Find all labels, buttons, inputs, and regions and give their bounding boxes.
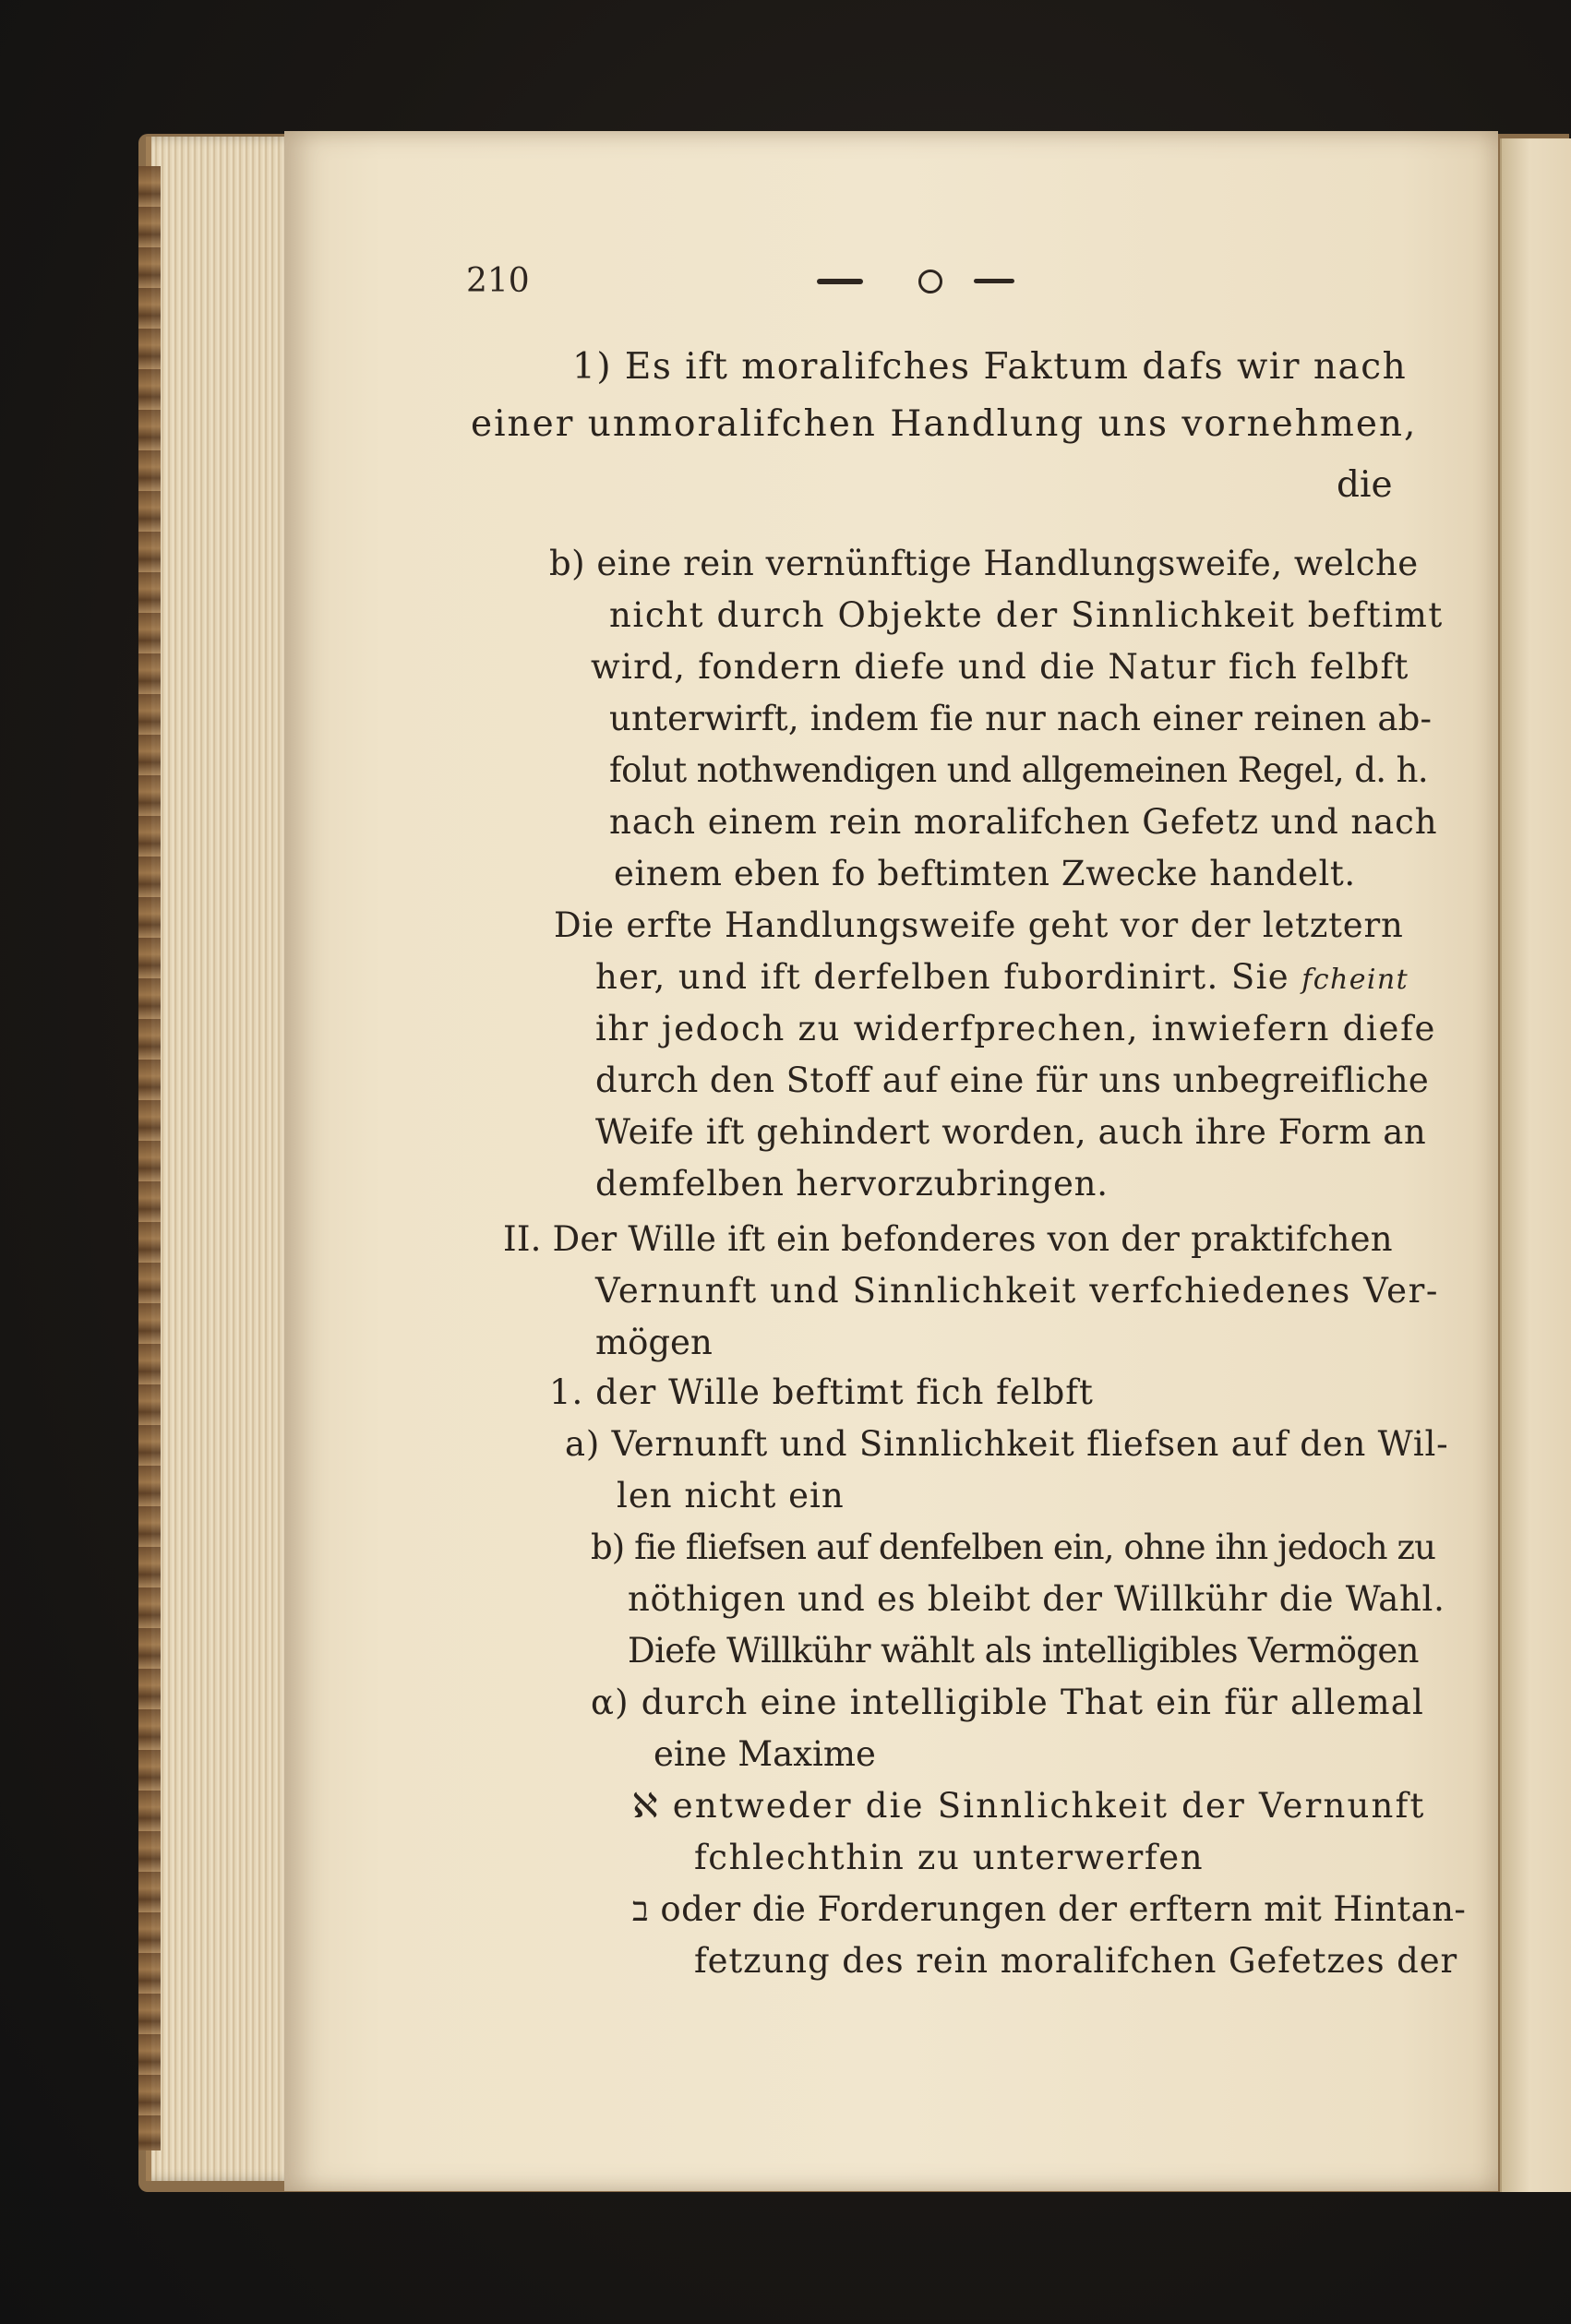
text-line: Weife ift gehindert worden, auch ihre Form an xyxy=(595,1112,1427,1152)
page-edges xyxy=(146,137,299,2181)
text-line: ihr jedoch zu widerfprechen, inwiefern diefe xyxy=(595,1009,1437,1048)
text-line: folut nothwendigen und allgemeinen Regel, d. h. xyxy=(609,750,1428,790)
text-line: nach einem rein moralifchen Gefetz und nach xyxy=(609,802,1438,842)
running-head xyxy=(466,262,1057,305)
text-line: α) durch eine intelligible That ein für allemal xyxy=(591,1683,1425,1722)
italic-word: fcheint xyxy=(1301,964,1409,996)
text-line xyxy=(595,957,1409,997)
worn-spine xyxy=(138,166,161,2150)
text-line: b) fie fliefsen auf denfelben ein, ohne ihn jedoch zu xyxy=(591,1527,1436,1567)
text-line: 1) Es ift moralifches Faktum dafs wir nach xyxy=(572,346,1408,388)
text-line: die xyxy=(1337,464,1393,506)
text-line: mögen xyxy=(595,1323,713,1362)
text-line: eine Maxime xyxy=(654,1734,876,1774)
text-line: unterwirft, indem fie nur nach einer reinen ab- xyxy=(609,699,1433,738)
text-line: einer unmoralifchen Handlung uns vornehmen, xyxy=(471,403,1418,445)
text-line: II. Der Wille ift ein befonderes von der praktifchen xyxy=(503,1219,1393,1259)
facing-page-edge xyxy=(1500,138,1571,2192)
text-line: len nicht ein xyxy=(617,1476,845,1515)
text-line: wird, fondern diefe und die Natur fich felbft xyxy=(591,647,1409,687)
text-line: nöthigen und es bleibt der Willkühr die Wahl. xyxy=(628,1579,1445,1619)
text-line: Die erfte Handlungsweife geht vor der letztern xyxy=(554,905,1404,945)
text-line: demfelben hervorzubringen. xyxy=(595,1164,1109,1204)
text-line: fetzung des rein moralifchen Gefetzes der xyxy=(694,1941,1458,1981)
text-line: nicht durch Objekte der Sinnlichkeit beftimt xyxy=(609,595,1444,635)
text-line: Diefe Willkühr wählt als intelligibles Vermögen xyxy=(628,1631,1419,1671)
text-line: ב oder die Forderungen der erftern mit Hintan- xyxy=(632,1889,1467,1929)
page-number: 210 xyxy=(466,262,530,300)
text-line: b) eine rein vernünftige Handlungsweife, welche xyxy=(549,544,1419,583)
ornament-icon xyxy=(817,268,1048,295)
text-line: fchlechthin zu unterwerfen xyxy=(694,1838,1205,1877)
text-line: einem eben fo beftimten Zwecke handelt. xyxy=(614,854,1356,893)
text-line: 1. der Wille beftimt fich felbft xyxy=(549,1372,1094,1412)
text-line: durch den Stoff auf eine für uns unbegreifliche xyxy=(595,1060,1430,1100)
text-line: a) Vernunft und Sinnlichkeit fliefsen auf den Wil- xyxy=(565,1424,1449,1464)
text-line: Vernunft und Sinnlichkeit verfchiedenes Ver- xyxy=(595,1271,1439,1311)
line-text: her, und ift derfelben fubordinirt. Sie xyxy=(595,957,1290,997)
text-line: ℵ entweder die Sinnlichkeit der Vernunft xyxy=(632,1786,1426,1826)
